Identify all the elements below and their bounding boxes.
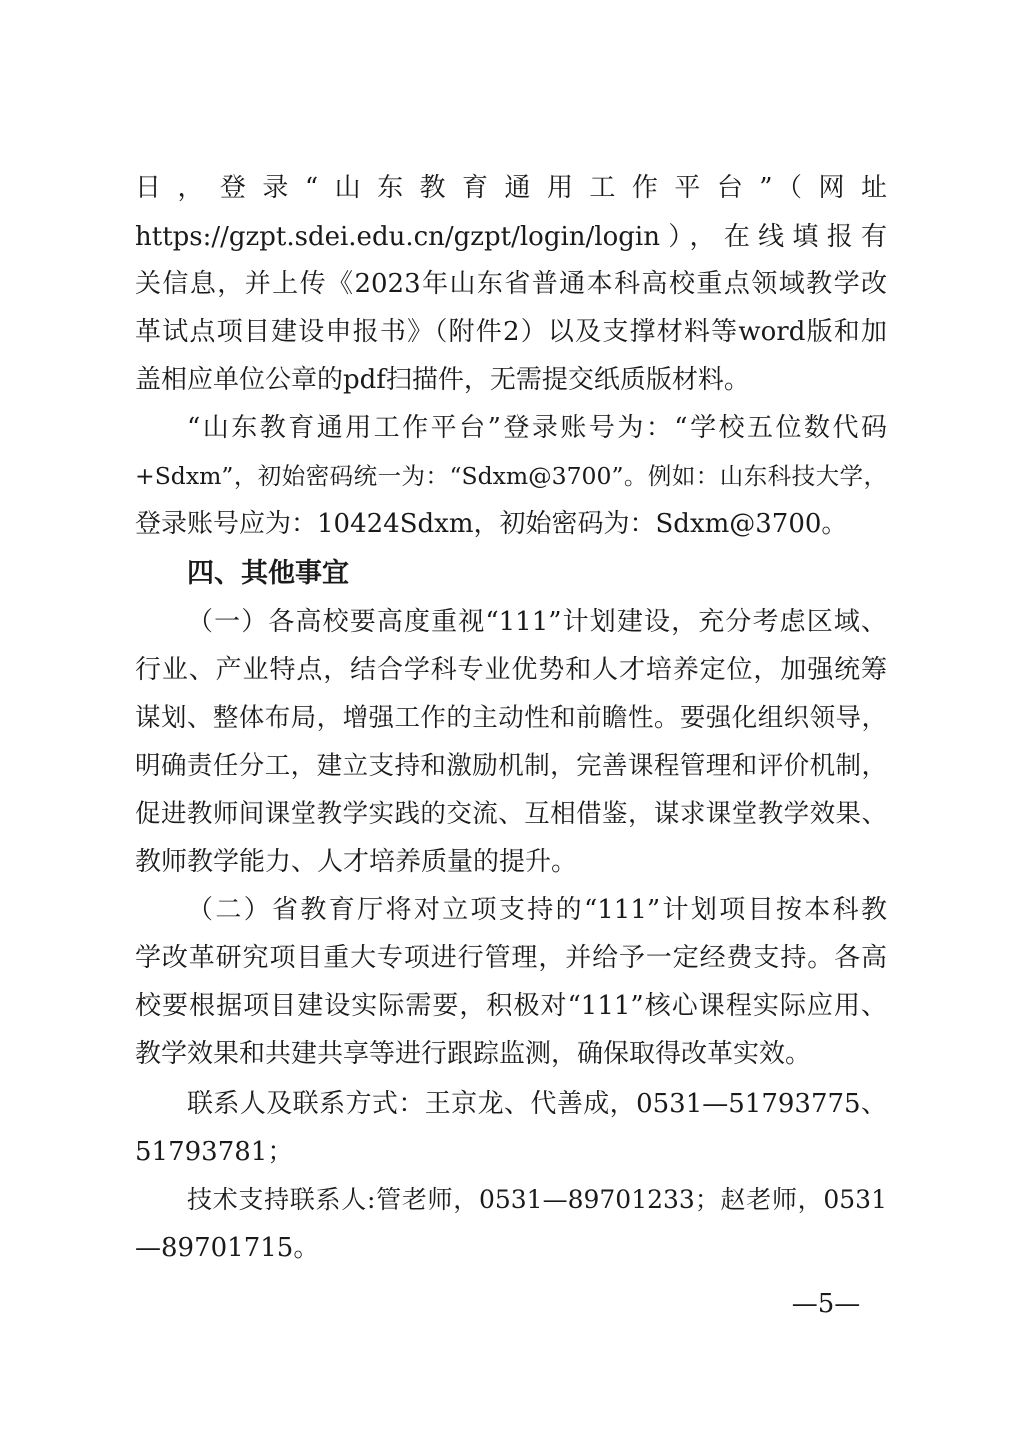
body-line: 教师教学能力、人才培养质量的提升。: [135, 847, 578, 877]
body-line: （二）省教育厅将对立项支持的“111”计划项目按本科教: [187, 895, 887, 925]
body-line: 教学效果和共建共享等进行跟踪监测，确保取得改革实效。: [135, 1039, 812, 1069]
page-number: —5—: [791, 1289, 861, 1319]
body-line: 革试点项目建设申报书》（附件2）以及支撑材料等word版和加: [135, 317, 887, 347]
body-line: 关信息，并上传《2023年山东省普通本科高校重点领域教学改: [135, 269, 887, 299]
section-heading: 四、其他事宜: [187, 558, 349, 589]
body-line: +Sdxm”，初始密码统一为：“Sdxm@3700”。例如：山东科技大学，: [135, 462, 887, 490]
body-line: 日，登录“山东教育通用工作平台”（网址: [135, 173, 887, 203]
body-line: 促进教师间课堂教学实践的交流、互相借鉴，谋求课堂教学效果、: [135, 799, 887, 829]
body-line: （一）各高校要高度重视“111”计划建设，充分考虑区域、: [187, 607, 887, 637]
body-line-url: https://gzpt.sdei.edu.cn/gzpt/login/login），在线填报有: [135, 222, 887, 252]
contact-line: 51793781；: [135, 1137, 294, 1167]
contact-line: 联系人及联系方式：王京龙、代善成，0531—51793775、: [187, 1089, 887, 1119]
body-line: 登录账号应为：10424Sdxm，初始密码为：Sdxm@3700。: [135, 509, 848, 539]
body-line: 盖相应单位公章的pdf扫描件，无需提交纸质版材料。: [135, 365, 750, 395]
body-line: 校要根据项目建设实际需要，积极对“111”核心课程实际应用、: [135, 991, 887, 1021]
body-line: 行业、产业特点，结合学科专业优势和人才培养定位，加强统筹: [135, 655, 887, 685]
tech-contact-line: 技术支持联系人:管老师，0531—89701233；赵老师，0531: [187, 1185, 887, 1214]
body-line: “山东教育通用工作平台”登录账号为：“学校五位数代码: [187, 413, 887, 443]
body-line: 学改革研究项目重大专项进行管理，并给予一定经费支持。各高: [135, 943, 887, 973]
tech-contact-line: —89701715。: [135, 1233, 320, 1263]
body-line: 谋划、整体布局，增强工作的主动性和前瞻性。要强化组织领导，: [135, 703, 887, 733]
body-line: 明确责任分工，建立支持和激励机制，完善课程管理和评价机制，: [135, 751, 887, 781]
